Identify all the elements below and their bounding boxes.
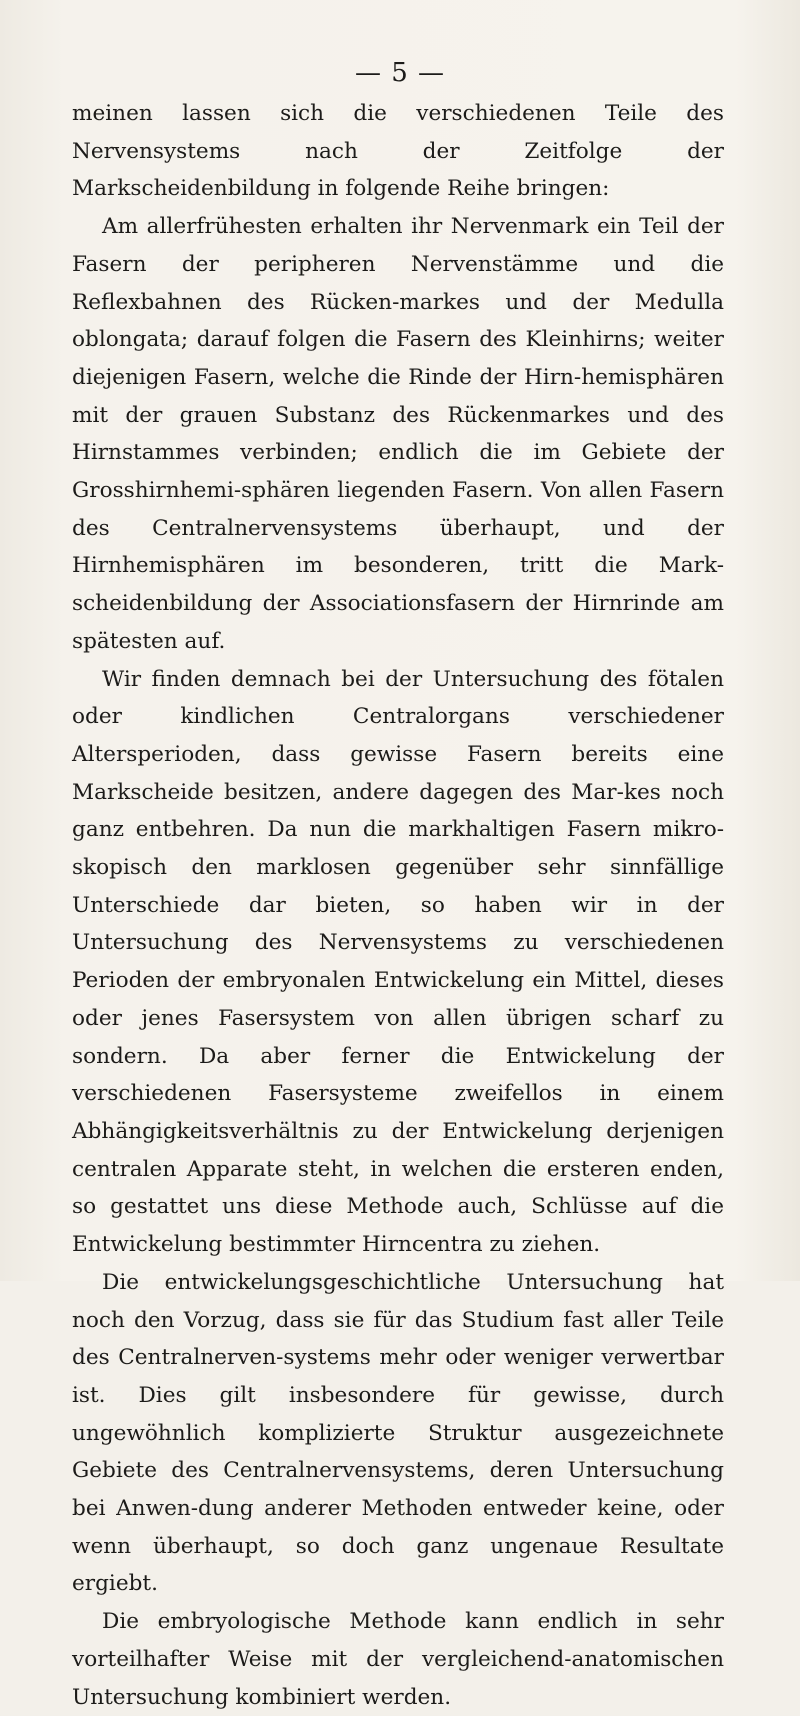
body-text [72, 95, 724, 1716]
paragraph-4: Die entwickelungsgeschichtliche Untersuchung hat noch den Vorzug, dass sie für das Studium fast aller Teile des Centralnerven-systems mehr oder weniger verwertbar ist. Dies gilt insbesondere für gewisse, durch ungewöhnlich komplizierte Struktur ausgezeichnete Gebiete des Centralnervensystems, deren Untersuchung bei Anwen-dung anderer Methoden entweder keine, oder wenn überhaupt, so doch ganz ungenaue Resultate ergiebt. [72, 1269, 724, 1597]
paragraph-5: Die embryologische Methode kann endlich in sehr vorteilhafter Weise mit der vergleichend-anatomischen Untersuchung kombiniert werden. [72, 1609, 724, 1710]
paragraph-3: Wir finden demnach bei der Untersuchung des fötalen oder kindlichen Centralorgans verschiedener Altersperioden, dass gewisse Fasern bereits eine Markscheide besitzen, andere dagegen des Mar-kes noch ganz entbehren. Da nun die markhaltigen Fasern mikro-skopisch den marklosen gegenüber sehr sinnfällige Unterschiede dar bieten, so haben wir in der Untersuchung des Nervensystems zu verschiedenen Perioden der embryonalen Entwickelung ein Mittel, dieses oder jenes Fasersystem von allen übrigen scharf zu sondern. Da aber ferner die Entwickelung der verschiedenen Fasersysteme zweifellos in einem Abhängigkeitsverhältnis zu der Entwickelung derjenigen centralen Apparate steht, in welchen die ersteren enden, so gestattet uns diese Methode auch, Schlüsse auf die Entwickelung bestimmter Hirncentra zu ziehen. [72, 666, 724, 1258]
paragraph-1: meinen lassen sich die verschiedenen Teile des Nervensystems nach der Zeitfolge der Markscheidenbildung in folgende Reihe bringen: [72, 101, 724, 202]
page-number: — 5 — [354, 58, 446, 88]
paragraph-2: Am allerfrühesten erhalten ihr Nervenmark ein Teil der Fasern der peripheren Nervenstämme und die Reflexbahnen des Rücken-markes und der Medulla oblongata; darauf folgen die Fasern des Kleinhirns; weiter diejenigen Fasern, welche die Rinde der Hirn-hemisphären mit der grauen Substanz des Rückenmarkes und des Hirnstammes verbinden; endlich die im Gebiete der Grosshirnhemi-sphären liegenden Fasern. Von allen Fasern des Centralnervensystems überhaupt, und der Hirnhemisphären im besonderen, tritt die Mark-scheidenbildung der Associationsfasern der Hirnrinde am spätesten auf. [72, 214, 724, 654]
